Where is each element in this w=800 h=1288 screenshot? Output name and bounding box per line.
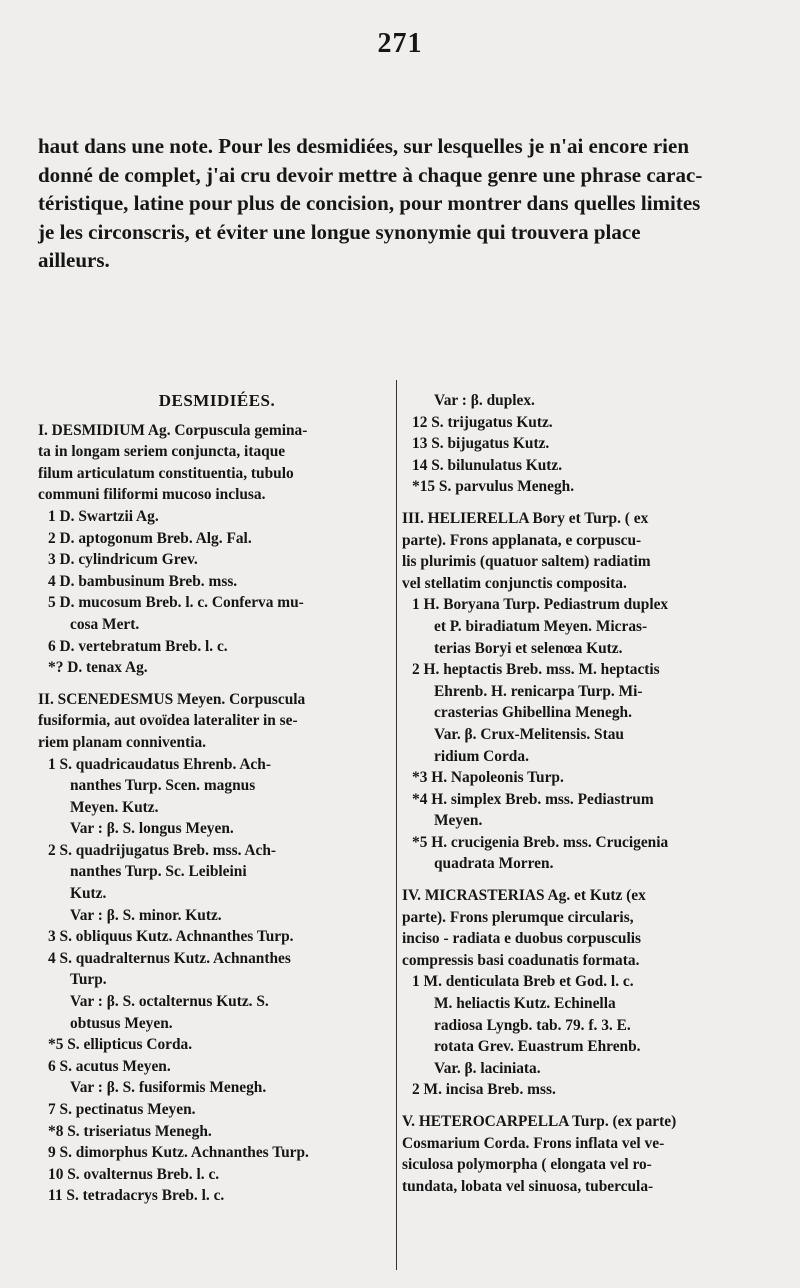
genus-text-line: ta in longam seriem conjuncta, itaque <box>38 443 286 461</box>
genus-text-line: parte). Frons applanata, e corpuscu- <box>402 531 642 549</box>
species-line: Meyen. <box>434 812 483 830</box>
genus-text-line: I. DESMIDIUM Ag. Corpuscula gemina- <box>38 421 308 439</box>
species-line: *4 H. simplex Breb. mss. Pediastrum <box>412 790 654 808</box>
section-heading: DESMIDIÉES. <box>158 391 276 410</box>
species-line: 13 S. bijugatus Kutz. <box>412 435 550 453</box>
column-divider <box>396 380 397 1270</box>
species-line: quadrata Morren. <box>434 855 554 873</box>
spacer <box>38 679 396 689</box>
species-line: et P. biradiatum Meyen. Micras- <box>434 617 648 635</box>
variety-line: Var : β. duplex. <box>434 392 535 409</box>
variety-line: Var : β. S. longus Meyen. <box>70 820 234 838</box>
right-column <box>402 390 772 1197</box>
variety-line: Var : β. S. fusiformis Menegh. <box>70 1079 267 1097</box>
species-line: 11 S. tetradacrys Breb. l. c. <box>48 1187 225 1205</box>
species-line: 9 S. dimorphus Kutz. Achnanthes Turp. <box>48 1144 309 1162</box>
species-line: 2 S. quadrijugatus Breb. mss. Ach- <box>48 841 277 859</box>
species-line: 2 M. incisa Breb. mss. <box>412 1081 556 1099</box>
species-line: *5 S. ellipticus Corda. <box>48 1036 193 1054</box>
genus-text-line: fusiformia, aut ovoïdea lateraliter in se- <box>38 712 298 730</box>
genus-text-line: V. HETEROCARPELLA Turp. (ex parte) <box>402 1113 677 1130</box>
species-line: Var. β. Crux-Melitensis. Stau <box>434 725 624 743</box>
species-line: 6 S. acutus Meyen. <box>48 1057 171 1075</box>
genus-text-line: III. HELIERELLA Bory et Turp. ( ex <box>402 509 649 527</box>
species-line: 1 S. quadricaudatus Ehrenb. Ach- <box>48 755 271 773</box>
species-line: ridium Corda. <box>434 747 529 765</box>
species-line: 2 H. heptactis Breb. mss. M. heptactis <box>412 661 660 679</box>
spacer <box>402 1101 772 1111</box>
species-line: 7 S. pectinatus Meyen. <box>48 1101 196 1118</box>
genus-text-line: communi filiformi mucoso inclusa. <box>38 486 266 504</box>
intro-line: haut dans une note. Pour les desmidiées, sur lesquelles je n'ai encore rien <box>38 134 690 158</box>
spacer <box>402 875 772 885</box>
genus-text-line: siculosa polymorpha ( elongata vel ro- <box>402 1156 652 1174</box>
species-line: Kutz. <box>70 885 107 903</box>
species-line: rotata Grev. Euastrum Ehrenb. <box>434 1038 641 1056</box>
genus-text-line: riem planam conniventia. <box>38 733 207 751</box>
species-line: 1 H. Boryana Turp. Pediastrum duplex <box>412 596 669 614</box>
species-line: nanthes Turp. Sc. Leibleini <box>70 863 247 881</box>
species-line: 5 D. mucosum Breb. l. c. Conferva mu- <box>48 594 304 612</box>
species-line: 3 D. cylindricum Grev. <box>48 551 198 569</box>
intro-line: je les circonscris, et éviter une longue synonymie qui trouvera place <box>38 219 641 244</box>
species-line: 4 D. bambusinum Breb. mss. <box>48 572 238 590</box>
species-line: *8 S. triseriatus Menegh. <box>48 1122 212 1140</box>
intro-line: téristique, latine pour plus de concision, pour montrer dans quelles limites <box>38 191 701 215</box>
species-line: *15 S. parvulus Menegh. <box>412 478 575 496</box>
species-line: M. heliactis Kutz. Echinella <box>434 995 616 1013</box>
genus-text-line: filum articulatum constituentia, tubulo <box>38 464 294 482</box>
species-line: crasterias Ghibellina Menegh. <box>434 704 632 722</box>
species-line: Meyen. Kutz. <box>70 798 159 816</box>
genus-text-line: II. SCENEDESMUS Meyen. Corpuscula <box>38 690 306 708</box>
species-line: nanthes Turp. Scen. magnus <box>70 777 256 795</box>
species-line: 6 D. vertebratum Breb. l. c. <box>48 637 228 655</box>
genus-text-line: compressis basi coadunatis formata. <box>402 951 640 969</box>
species-line: 10 S. ovalternus Breb. l. c. <box>48 1165 220 1183</box>
genus-text-line: vel stellatim conjunctis composita. <box>402 574 627 592</box>
species-line: 12 S. trijugatus Kutz. <box>412 413 553 431</box>
species-line: 14 S. bilunulatus Kutz. <box>412 456 563 474</box>
species-line: radiosa Lyngb. tab. 79. f. 3. E. <box>434 1016 631 1034</box>
genus-text-line: Cosmarium Corda. Frons inflata vel ve- <box>402 1134 665 1152</box>
page-number: 271 <box>377 28 423 59</box>
species-line: 3 S. obliquus Kutz. Achnanthes Turp. <box>48 928 294 946</box>
species-line: Turp. <box>70 971 107 989</box>
spacer <box>402 498 772 508</box>
species-line: cosa Mert. <box>70 615 140 633</box>
species-line: Var. β. laciniata. <box>434 1059 541 1077</box>
species-line: *? D. tenax Ag. <box>48 659 148 677</box>
intro-paragraph <box>38 132 750 275</box>
species-line: obtusus Meyen. <box>70 1014 173 1032</box>
variety-line: Var : β. S. minor. Kutz. <box>70 906 222 924</box>
variety-line: Var : β. S. octalternus Kutz. S. <box>70 993 269 1011</box>
genus-text-line: lis plurimis (quatuor saltem) radiatim <box>402 553 651 571</box>
species-line: *5 H. crucigenia Breb. mss. Crucigenia <box>412 833 669 851</box>
species-line: 1 D. Swartzii Ag. <box>48 507 159 525</box>
species-line: terias Boryi et selenœa Kutz. <box>434 639 623 657</box>
species-line: 4 S. quadralternus Kutz. Achnanthes <box>48 949 291 967</box>
species-line: 2 D. aptogonum Breb. Alg. Fal. <box>48 529 252 547</box>
species-line: *3 H. Napoleonis Turp. <box>412 769 564 787</box>
intro-line: donné de complet, j'ai cru devoir mettre à chaque genre une phrase carac- <box>38 162 703 187</box>
genus-text-line: IV. MICRASTERIAS Ag. et Kutz (ex <box>402 887 646 905</box>
genus-text-line: inciso - radiata e duobus corpusculis <box>402 930 642 948</box>
genus-text-line: tundata, lobata vel sinuosa, tubercula- <box>402 1177 654 1195</box>
left-column <box>38 390 396 1207</box>
species-line: 1 M. denticulata Breb et God. l. c. <box>412 973 634 991</box>
genus-text-line: parte). Frons plerumque circularis, <box>402 908 634 926</box>
species-line: Ehrenb. H. renicarpa Turp. Mi- <box>434 682 643 700</box>
intro-line: ailleurs. <box>38 248 110 272</box>
